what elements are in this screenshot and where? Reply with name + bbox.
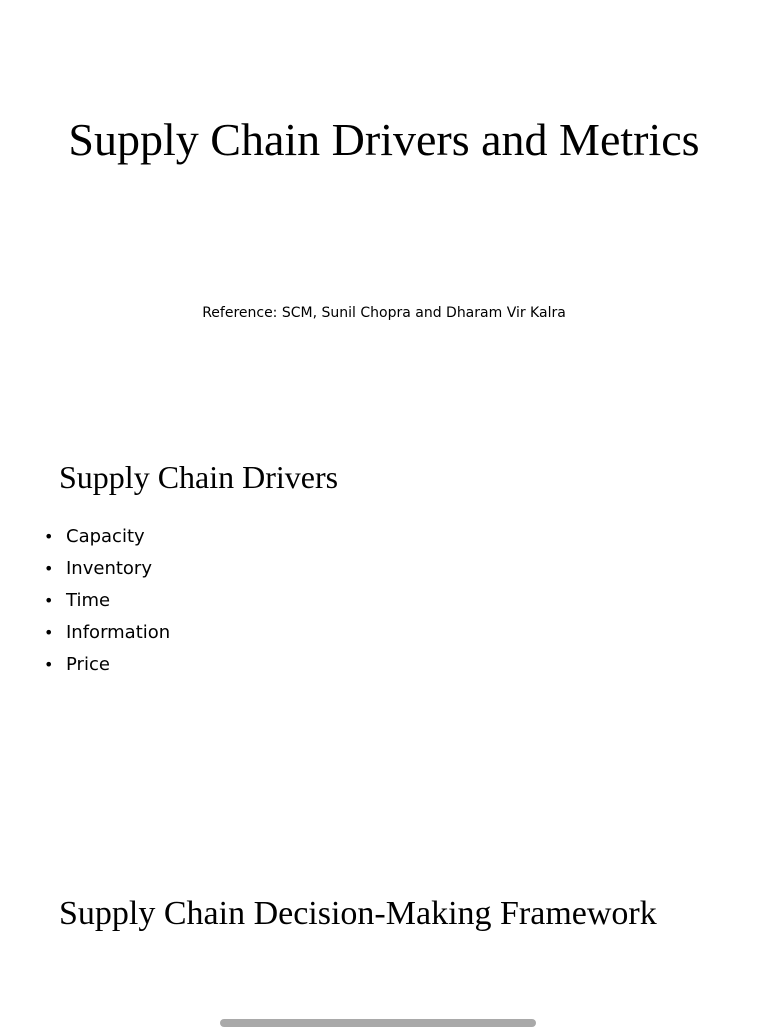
list-item-label: Inventory <box>66 558 152 579</box>
slide-framework <box>0 850 768 1024</box>
page-title: Supply Chain Drivers and Metrics <box>68 114 700 165</box>
scrollbar-handle[interactable] <box>220 1019 536 1027</box>
slide-heading: Supply Chain Drivers <box>59 459 339 495</box>
list-item-label: Information <box>66 622 171 643</box>
slide-heading: Supply Chain Decision-Making Framework <box>59 895 657 932</box>
slide-drivers <box>0 430 768 850</box>
bullet-icon: • <box>44 527 54 546</box>
bullet-icon: • <box>44 655 54 674</box>
list-item-label: Price <box>66 654 110 675</box>
list-item-label: Capacity <box>66 526 145 547</box>
slide-title <box>0 0 768 430</box>
bullet-icon: • <box>44 623 54 642</box>
reference-text: Reference: SCM, Sunil Chopra and Dharam Vir Kalra <box>202 305 566 321</box>
list-item-label: Time <box>66 590 111 611</box>
bullet-icon: • <box>44 591 54 610</box>
bullet-icon: • <box>44 559 54 578</box>
